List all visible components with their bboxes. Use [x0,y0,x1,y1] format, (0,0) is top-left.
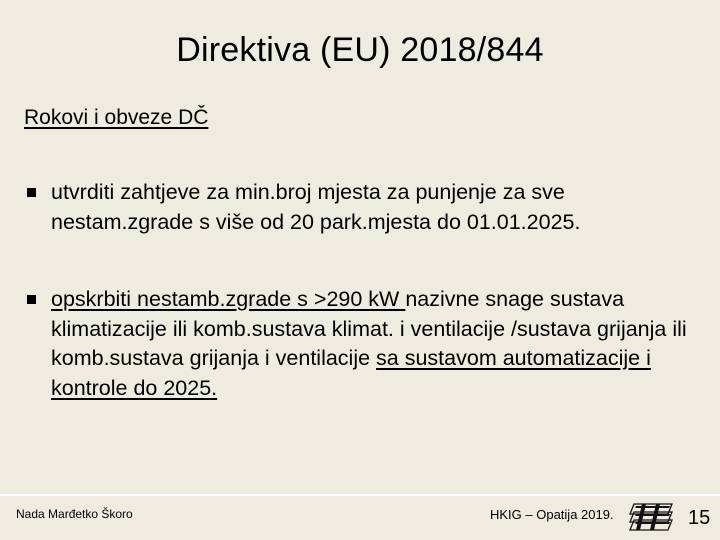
hkig-logo-icon [628,500,676,534]
bullet-text-underlined: sa sustavom automatizacije i kontrole do 2025. [51,346,651,400]
footer-author: Nada Marđetko Škoro [16,507,133,521]
page-number: 15 [688,507,711,529]
bullet-item-building-automation [24,285,704,403]
bullet-text [51,285,704,403]
square-bullet-icon [27,295,36,304]
square-bullet-icon [27,188,36,197]
slide-title: Direktiva (EU) 2018/844 [176,31,544,69]
bullet-item-charging-points [24,178,704,237]
bullet-text: utvrditi zahtjeve za min.broj mjesta za punjenje za sve nestam.zgrade s više od 20 park.mjesta do 01.01.2025. [51,180,581,234]
footer-divider [0,494,720,496]
bullet-text-plain: nazivne snage sustava klimatizacije ili komb.sustava klimat. i ventilacije /sustava grijanja ili komb.sustava grijanja i ventilacije [51,287,687,370]
bullet-text-underlined: opskrbiti nestamb.zgrade s >290 kW [51,287,406,311]
slide-subtitle: Rokovi i obveze DČ [24,106,209,129]
footer-event: HKIG – Opatija 2019. [490,507,614,522]
